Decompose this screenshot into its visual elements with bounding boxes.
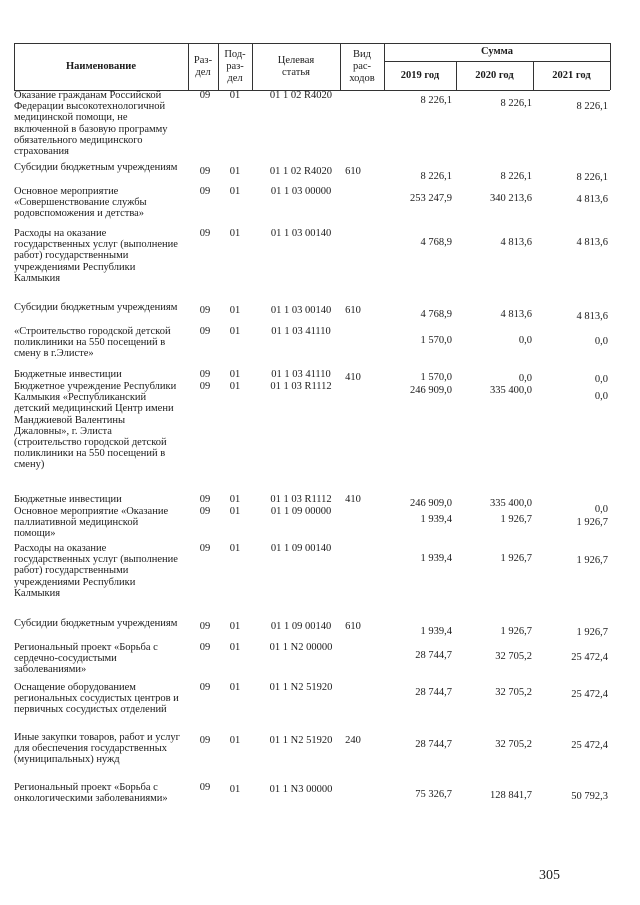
row-sum-2019: 1 570,0 (420, 372, 452, 383)
row-tselevaya-statya: 01 1 N3 00000 (269, 784, 333, 795)
row-name: Бюджетные инвестиции (14, 369, 122, 380)
row-sum-2020: 0,0 (518, 373, 532, 384)
header-2021: 2021 год (552, 69, 591, 81)
row-sum-2021: 0,0 (594, 504, 608, 515)
row-sum-2020: 0,0 (518, 335, 532, 346)
row-sum-2021: 50 792,3 (571, 791, 608, 802)
row-name: Расходы на оказание государственных услуг (выполнение работ) государственными учреждениями Республики Калмыкия (14, 228, 178, 284)
header-vid-raskhodov: Вид рас- ходов (349, 48, 375, 84)
row-razdel: 09 (199, 621, 211, 632)
row-podrazdel: 01 (229, 369, 241, 380)
page-number: 305 (539, 868, 560, 883)
row-sum-2020: 8 226,1 (500, 171, 532, 182)
row-sum-2019: 8 226,1 (420, 95, 452, 106)
row-sum-2021: 8 226,1 (576, 101, 608, 112)
row-razdel: 09 (199, 90, 211, 101)
row-razdel: 09 (199, 326, 211, 337)
row-podrazdel: 01 (229, 90, 241, 101)
row-sum-2019: 253 247,9 (410, 193, 452, 204)
row-tselevaya-statya: 01 1 03 R1112 (270, 381, 332, 392)
table-header (0, 0, 640, 92)
row-podrazdel: 01 (229, 166, 241, 177)
row-razdel: 09 (199, 186, 211, 197)
row-name: Иные закупки товаров, работ и услуг для обеспечения государственных (муниципальных) нужд (14, 732, 180, 766)
row-tselevaya-statya: 01 1 N2 00000 (269, 642, 333, 653)
row-sum-2019: 1 939,4 (420, 514, 452, 525)
row-sum-2021: 0,0 (594, 336, 608, 347)
row-sum-2021: 1 926,7 (576, 627, 608, 638)
row-name: Субсидии бюджетным учреждениям (14, 162, 178, 173)
header-2020: 2020 год (475, 69, 514, 81)
row-sum-2019: 28 744,7 (415, 739, 452, 750)
row-sum-2021: 0,0 (594, 374, 608, 385)
row-vid-raskhodov: 610 (345, 166, 361, 177)
header-razdel: Раз- дел (193, 54, 213, 78)
row-sum-2020: 4 813,6 (500, 309, 532, 320)
row-sum-2019: 28 744,7 (415, 650, 452, 661)
row-razdel: 09 (199, 682, 211, 693)
row-podrazdel: 01 (229, 784, 241, 795)
row-sum-2021: 4 813,6 (576, 194, 608, 205)
row-sum-2020: 32 705,2 (495, 651, 532, 662)
row-razdel: 09 (199, 543, 211, 554)
row-name: Региональный проект «Борьба с сердечно-сосудистыми заболеваниями» (14, 642, 158, 676)
row-sum-2020: 1 926,7 (500, 514, 532, 525)
row-name: Региональный проект «Борьба с онкологическими заболеваниями» (14, 782, 168, 805)
row-name: Основное мероприятие «Совершенствование службы родовспоможения и детства» (14, 186, 147, 220)
row-sum-2020: 32 705,2 (495, 739, 532, 750)
row-sum-2020: 1 926,7 (500, 626, 532, 637)
row-sum-2020: 128 841,7 (490, 790, 532, 801)
row-name: Бюджетные инвестиции (14, 494, 122, 505)
row-razdel: 09 (199, 506, 211, 517)
row-tselevaya-statya: 01 1 03 00000 (270, 186, 332, 197)
row-sum-2020: 1 926,7 (500, 553, 532, 564)
row-vid-raskhodov: 240 (345, 735, 361, 746)
row-podrazdel: 01 (229, 682, 241, 693)
row-razdel: 09 (199, 305, 211, 316)
row-sum-2019: 1 939,4 (420, 553, 452, 564)
row-podrazdel: 01 (229, 186, 241, 197)
row-name: Субсидии бюджетным учреждениям (14, 618, 178, 629)
row-name: Субсидии бюджетным учреждениям (14, 302, 178, 313)
row-sum-2019: 246 909,0 (410, 385, 452, 396)
row-razdel: 09 (199, 735, 211, 746)
row-sum-2021: 25 472,4 (571, 652, 608, 663)
row-tselevaya-statya: 01 1 N2 51920 (269, 682, 333, 693)
row-podrazdel: 01 (229, 735, 241, 746)
row-sum-2019: 28 744,7 (415, 687, 452, 698)
row-tselevaya-statya: 01 1 03 41110 (271, 326, 331, 337)
row-podrazdel: 01 (229, 642, 241, 653)
row-razdel: 09 (199, 782, 211, 793)
row-tselevaya-statya: 01 1 03 R1112 (270, 494, 332, 505)
row-sum-2019: 1 939,4 (420, 626, 452, 637)
row-podrazdel: 01 (229, 494, 241, 505)
row-sum-2019: 4 768,9 (420, 309, 452, 320)
row-tselevaya-statya: 01 1 03 00140 (270, 228, 332, 239)
row-tselevaya-statya: 01 1 09 00140 (270, 543, 332, 554)
row-tselevaya-statya: 01 1 02 R4020 (269, 90, 333, 101)
row-tselevaya-statya: 01 1 03 41110 (271, 369, 331, 380)
row-razdel: 09 (199, 494, 211, 505)
row-tselevaya-statya: 01 1 09 00000 (270, 506, 332, 517)
row-name: Оснащение оборудованием региональных сосудистых центров и первичных сосудистых отделений (14, 682, 179, 716)
row-razdel: 09 (199, 642, 211, 653)
row-sum-2021: 1 926,7 (576, 555, 608, 566)
row-vid-raskhodov: 410 (345, 372, 361, 383)
row-sum-2020: 340 213,6 (490, 193, 532, 204)
row-podrazdel: 01 (229, 305, 241, 316)
row-razdel: 09 (199, 369, 211, 380)
row-razdel: 09 (199, 166, 211, 177)
header-2019: 2019 год (400, 69, 440, 81)
row-sum-2019: 4 768,9 (420, 237, 452, 248)
row-name: Бюджетное учреждение Республики Калмыкия «Республиканский детский медицинский Центр имени Манджиевой Валентины Джаловны», г. Элиста (строительство городской детской поликлиники на 550 посещений в смену) (14, 381, 177, 471)
row-tselevaya-statya: 01 1 03 00140 (270, 305, 332, 316)
row-sum-2021: 4 813,6 (576, 237, 608, 248)
header-podrazdel: Под- раз- дел (224, 48, 246, 84)
row-podrazdel: 01 (229, 543, 241, 554)
row-sum-2021: 8 226,1 (576, 172, 608, 183)
row-podrazdel: 01 (229, 228, 241, 239)
row-name: Оказание гражданам Российской Федерации высокотехнологичной медицинской помощи, не включенной в базовую программу обязательного медицинского страхования (14, 90, 168, 158)
row-sum-2021: 4 813,6 (576, 311, 608, 322)
row-sum-2019: 246 909,0 (410, 498, 452, 509)
row-sum-2021: 0,0 (594, 391, 608, 402)
row-sum-2021: 1 926,7 (576, 517, 608, 528)
row-name: «Строительство городской детской поликлиники на 550 посещений в смену в г.Элисте» (14, 326, 171, 360)
row-sum-2020: 4 813,6 (500, 237, 532, 248)
row-name: Расходы на оказание государственных услуг (выполнение работ) государственными учреждениями Республики Калмыкия (14, 543, 178, 599)
row-sum-2020: 32 705,2 (495, 687, 532, 698)
row-podrazdel: 01 (229, 326, 241, 337)
row-name: Основное мероприятие «Оказание паллиативной медицинской помощи» (14, 506, 169, 540)
row-sum-2019: 1 570,0 (420, 335, 452, 346)
row-razdel: 09 (199, 381, 211, 392)
row-podrazdel: 01 (229, 506, 241, 517)
row-vid-raskhodov: 610 (345, 305, 361, 316)
header-tselevaya-statya: Целевая статья (277, 54, 315, 78)
row-sum-2020: 8 226,1 (500, 98, 532, 109)
row-tselevaya-statya: 01 1 N2 51920 (269, 735, 333, 746)
row-razdel: 09 (199, 228, 211, 239)
row-sum-2019: 8 226,1 (420, 171, 452, 182)
row-sum-2020: 335 400,0 (490, 385, 532, 396)
row-podrazdel: 01 (229, 381, 241, 392)
row-sum-2021: 25 472,4 (571, 740, 608, 751)
row-sum-2020: 335 400,0 (490, 498, 532, 509)
row-podrazdel: 01 (229, 621, 241, 632)
row-tselevaya-statya: 01 1 02 R4020 (269, 166, 333, 177)
row-vid-raskhodov: 410 (345, 494, 361, 505)
row-tselevaya-statya: 01 1 09 00140 (270, 621, 332, 632)
header-name: Наименование (66, 60, 136, 72)
row-sum-2021: 25 472,4 (571, 689, 608, 700)
row-sum-2019: 75 326,7 (415, 789, 452, 800)
header-summa: Сумма (481, 46, 513, 57)
row-vid-raskhodov: 610 (345, 621, 361, 632)
